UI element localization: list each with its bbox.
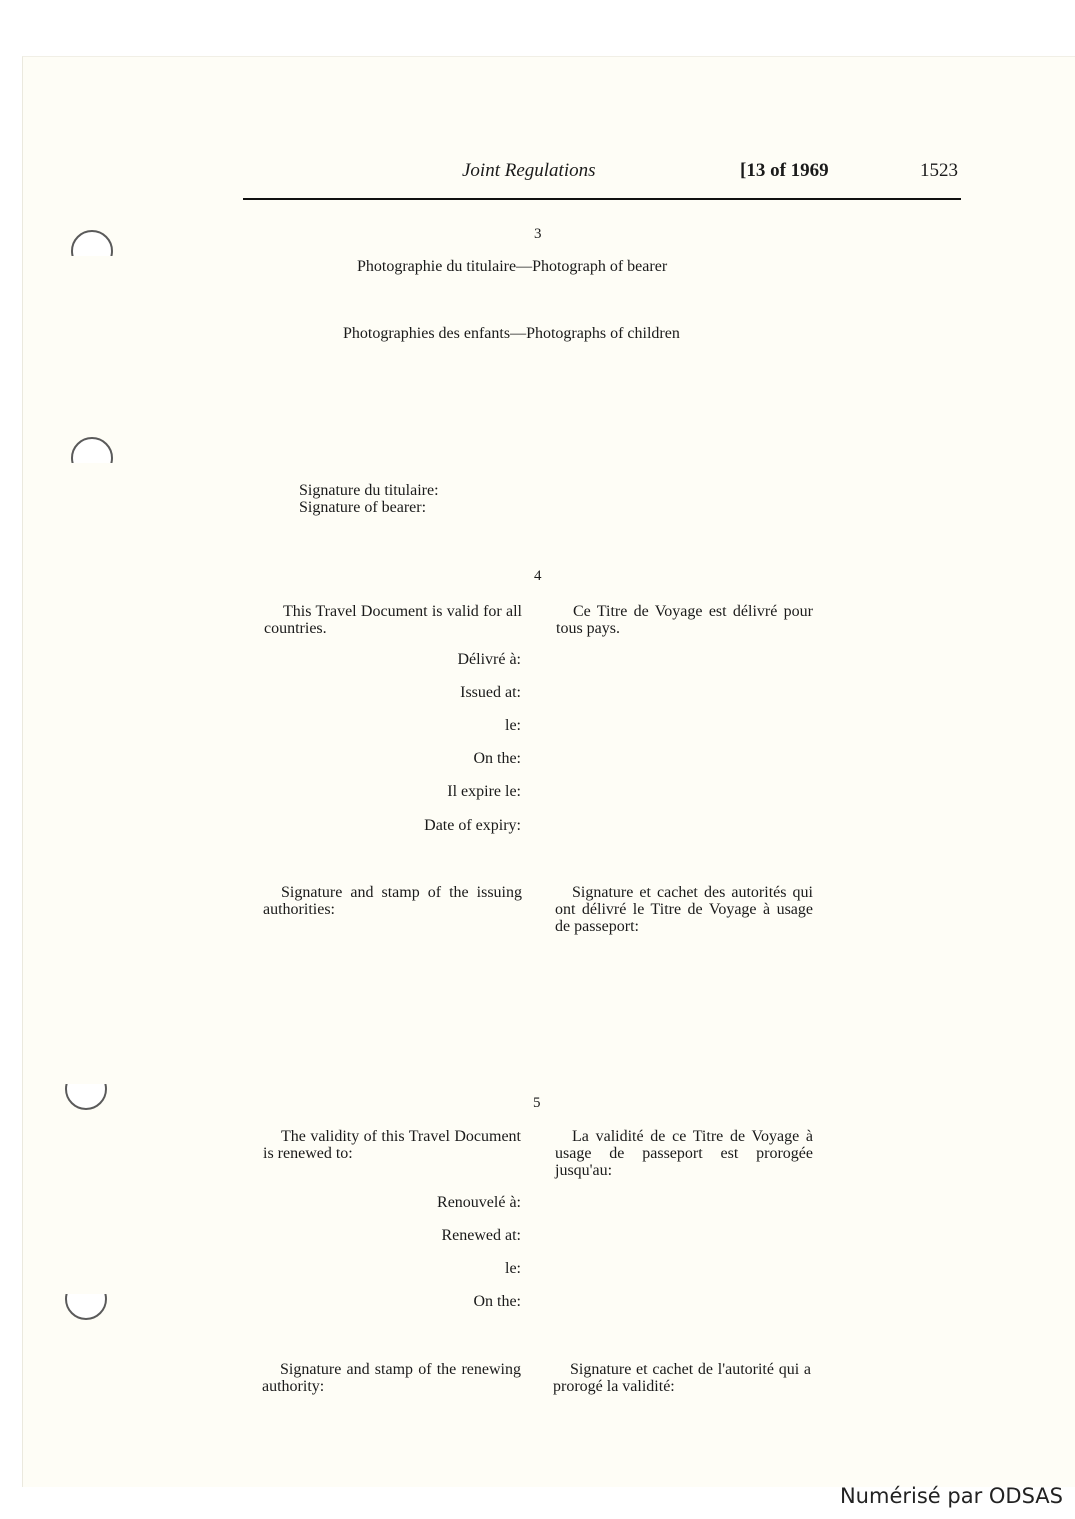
field-date-of-expiry: Date of expiry:	[424, 817, 521, 834]
photo-bearer-caption: Photographie du titulaire—Photograph of bearer	[357, 258, 668, 275]
renewing-signature-fr: Signature et cachet de l'autorité qui a prorogé la validité:	[553, 1361, 811, 1395]
field-on-the-renewal: On the:	[473, 1293, 521, 1310]
section-number-4: 4	[534, 568, 542, 584]
running-header-act: [13 of 1969	[740, 160, 829, 181]
issuing-signature-en: Signature and stamp of the issuing authorities:	[263, 884, 522, 918]
section-number-5: 5	[533, 1095, 541, 1111]
bearer-signature-line-fr: Signature du titulaire:	[299, 482, 439, 499]
valid-countries-fr: Ce Titre de Voyage est délivré pour tous pays.	[556, 603, 813, 637]
photo-children-caption: Photographies des enfants—Photographs of children	[343, 325, 680, 342]
renewing-signature-en: Signature and stamp of the renewing authority:	[262, 1361, 521, 1395]
field-le: le:	[505, 717, 521, 734]
renewal-validity-fr: La validité de ce Titre de Voyage à usage de passeport est prorogée jusqu'au:	[555, 1128, 813, 1179]
section-number-3: 3	[534, 226, 542, 242]
field-renewed-at: Renewed at:	[441, 1227, 521, 1244]
field-le-renewal: le:	[505, 1260, 521, 1277]
bearer-signature-line-en: Signature of bearer:	[299, 499, 427, 516]
valid-countries-en: This Travel Document is valid for all countries.	[264, 603, 522, 637]
field-renouvele-a: Renouvelé à:	[437, 1194, 521, 1211]
field-il-expire-le: Il expire le:	[447, 783, 521, 800]
digitization-credit: Numérisé par ODSAS	[839, 1484, 1063, 1508]
issuing-signature-fr: Signature et cachet des autorités qui ont délivré le Titre de Voyage à usage de passeport:	[555, 884, 813, 935]
running-header-title: Joint Regulations	[462, 160, 596, 181]
bearer-signature-label	[299, 482, 499, 516]
field-delivre-a: Délivré à:	[457, 651, 521, 668]
page-number: 1523	[920, 160, 958, 181]
field-on-the: On the:	[473, 750, 521, 767]
renewal-validity-en: The validity of this Travel Document is renewed to:	[263, 1128, 521, 1162]
header-rule	[243, 198, 961, 200]
field-issued-at: Issued at:	[460, 684, 521, 701]
